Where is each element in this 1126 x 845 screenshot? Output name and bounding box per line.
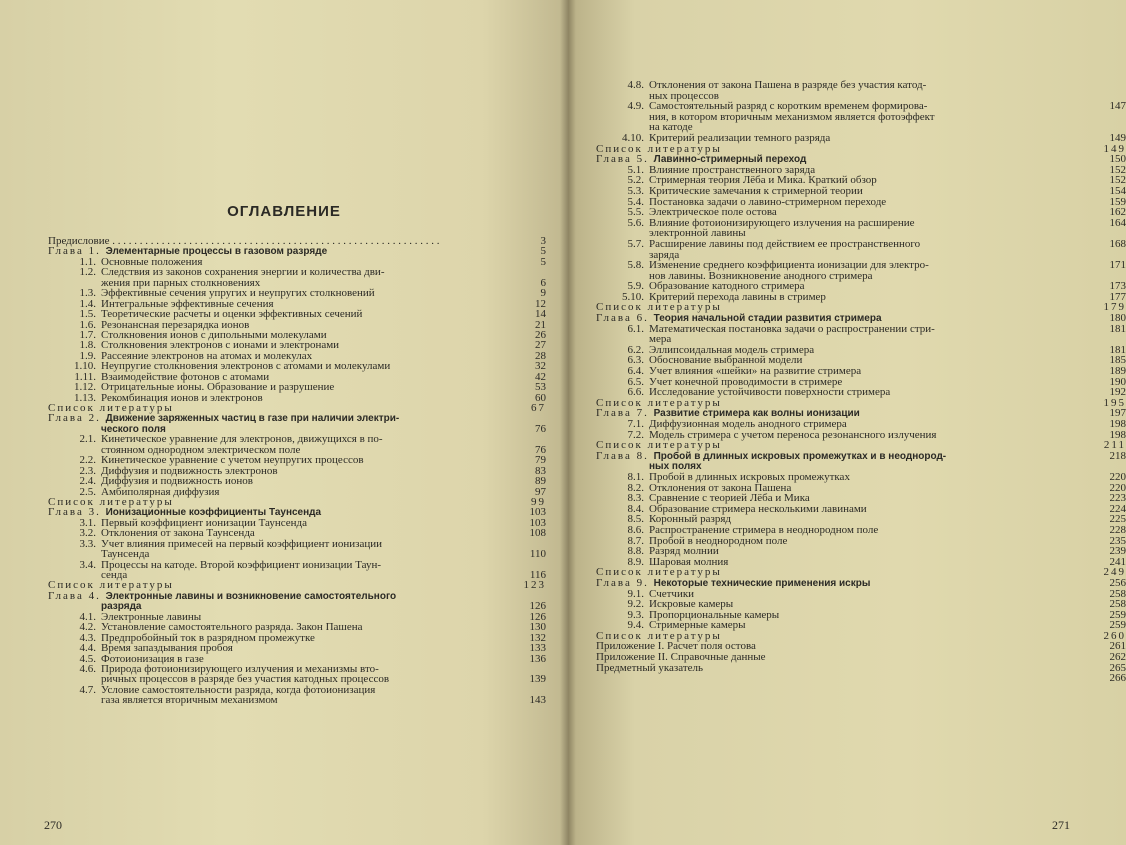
toc-entry xyxy=(596,396,1126,409)
entry-title: Предисловие . . . . . . . . . . . . . . . . . . . . . . . . . . . . . . . . . . . . . . . . . . . . . . . . . . . . . . . . . . . . xyxy=(48,235,440,247)
entry-page: 162 xyxy=(1109,206,1126,219)
entry-page: 110 xyxy=(529,548,546,561)
entry-page: 89 xyxy=(535,475,546,488)
entry-page: 143 xyxy=(529,694,546,707)
entry-page: 133 xyxy=(529,642,546,655)
entry-title: ных процессов xyxy=(649,89,719,102)
entry-page: 220 xyxy=(1109,470,1126,483)
entry-title: Диффузия и подвижность электронов xyxy=(101,464,278,477)
chapter-title: Некоторые технические применения искры xyxy=(653,577,871,589)
section-number: 8.7. xyxy=(627,534,644,547)
entry-page: 259 xyxy=(1109,608,1126,621)
entry-page: 103 xyxy=(529,516,546,529)
section-number: 5.4. xyxy=(627,195,644,208)
entry-page: 79 xyxy=(535,454,546,467)
book-gutter xyxy=(560,0,576,845)
entry-page: 241 xyxy=(1109,555,1126,568)
entry-page: 149 xyxy=(1109,131,1126,144)
section-number: 1.3. xyxy=(79,287,96,300)
section-number: 1.13. xyxy=(74,391,96,404)
references-label: Список литературы xyxy=(596,439,722,452)
entry-page: 266 xyxy=(1109,672,1126,685)
entry-page: 152 xyxy=(1109,174,1126,187)
chapter-label: Глава 8. xyxy=(596,449,654,462)
section-number: 5.8. xyxy=(627,259,644,272)
entry-title: Электронные лавины xyxy=(101,610,202,623)
toc-entry xyxy=(48,402,546,414)
section-number: 1.1. xyxy=(79,255,96,268)
entry-page: 67 xyxy=(531,402,546,414)
section-number: 8.9. xyxy=(627,555,644,568)
toc-list-left xyxy=(48,235,546,707)
entry-title: Постановка задачи о лавино-стримерном переходе xyxy=(649,195,887,208)
entry-page: 76 xyxy=(535,422,546,435)
entry-page: 97 xyxy=(535,485,546,498)
entry-title: Первый коэффициент ионизации Таунсенда xyxy=(101,516,308,529)
section-number: 2.2. xyxy=(79,454,96,467)
entry-page: 261 xyxy=(1109,640,1126,653)
chapter-title: разряда xyxy=(101,601,142,613)
entry-title: Взаимодействие фотонов с атомами xyxy=(101,370,270,383)
entry-title: Расширение лавины под действием ее пространственного xyxy=(649,237,921,250)
entry-title: Следствия из законов сохранения энергии и количества дви- xyxy=(101,266,385,279)
section-number: 9.2. xyxy=(627,598,644,611)
entry-page: 159 xyxy=(1109,195,1126,208)
entry-title: Стримерные камеры xyxy=(649,619,746,632)
entry-page: 211 xyxy=(1103,439,1126,452)
chapter-title: Движение заряженных частиц в газе при наличии электри- xyxy=(105,413,400,425)
entry-page: 259 xyxy=(1109,619,1126,632)
entry-page: 116 xyxy=(529,569,546,581)
entry-page: 239 xyxy=(1109,545,1126,558)
chapter-title: Электронные лавины и возникновение самостоятельного xyxy=(105,590,397,602)
entry-title: Теоретические расчеты и оценки эффективных сечений xyxy=(101,308,363,321)
entry-page: 6 xyxy=(540,276,546,289)
entry-page: 5 xyxy=(540,255,546,268)
toc-entry xyxy=(596,142,1126,155)
entry-page: 136 xyxy=(529,652,546,665)
entry-title: Отклонения от закона Таунсенда xyxy=(101,527,255,540)
entry-title: Кинетическое уравнение для электронов, движущихся в по- xyxy=(101,433,383,446)
section-number: 3.3. xyxy=(79,537,96,550)
entry-title: Кинетическое уравнение с учетом неупругих процессов xyxy=(101,454,364,467)
section-number: 1.6. xyxy=(79,318,96,331)
entry-page: 189 xyxy=(1109,365,1126,378)
entry-page: 256 xyxy=(1109,576,1126,589)
section-number: 9.1. xyxy=(627,587,644,600)
entry-page: 220 xyxy=(1109,481,1126,494)
entry-page: 171 xyxy=(1109,259,1126,272)
chapter-label: Глава 9. xyxy=(596,576,654,589)
section-number: 5.7. xyxy=(627,237,644,250)
entry-title: нов лавины. Возникновение анодного стримера xyxy=(649,269,873,282)
entry-page: 262 xyxy=(1109,651,1126,664)
references-label: Список литературы xyxy=(48,495,174,508)
entry-page: 179 xyxy=(1103,301,1126,314)
entry-title: мера xyxy=(649,333,672,346)
entry-title: Неупругие столкновения электронов с атомами и молекулами xyxy=(101,360,391,373)
section-number: 6.4. xyxy=(627,365,644,378)
entry-page: 249 xyxy=(1103,566,1126,579)
chapter-title: ческого поля xyxy=(101,423,166,435)
chapter-label: Глава 3. xyxy=(48,506,106,519)
entry-page: 218 xyxy=(1109,449,1126,462)
entry-page: 108 xyxy=(529,527,546,540)
section-number: 4.9. xyxy=(627,100,644,113)
entry-title: Столкновения электронов с ионами и электронами xyxy=(101,339,340,352)
chapter-title: Пробой в длинных искровых промежутках и в неоднород- xyxy=(653,450,947,462)
entry-page: 123 xyxy=(523,579,546,592)
section-number: 6.2. xyxy=(627,343,644,356)
entry-title: Отклонения от закона Пашена xyxy=(649,481,792,494)
entry-page: 180 xyxy=(1109,312,1126,325)
toc-entry xyxy=(48,495,546,508)
entry-title: Столкновения ионов с дипольными молекулами xyxy=(101,328,327,341)
entry-page: 130 xyxy=(529,621,546,634)
chapter-title: Лавинно-стримерный переход xyxy=(653,154,807,166)
entry-page: 197 xyxy=(1109,407,1126,420)
entry-page: 126 xyxy=(529,600,546,613)
entry-title: Электрическое поле остова xyxy=(649,206,777,219)
entry-title: Модель стримера с учетом переноса резонансного излучения xyxy=(649,428,937,441)
section-number: 3.4. xyxy=(79,558,96,571)
section-number: 4.1. xyxy=(79,610,96,623)
entry-page: 32 xyxy=(535,360,546,373)
entry-title: газа является вторичным механизмом xyxy=(101,694,278,707)
section-number: 1.10. xyxy=(74,360,96,373)
entry-title: ния, в котором вторичным механизмом является фотоэффект xyxy=(649,110,935,123)
entry-page: 83 xyxy=(535,464,546,477)
entry-page: 168 xyxy=(1109,237,1126,250)
entry-page: 164 xyxy=(1109,216,1126,229)
references-label: Список литературы xyxy=(596,301,722,314)
section-number: 9.4. xyxy=(627,619,644,632)
entry-page: 42 xyxy=(535,370,546,383)
section-number: 2.5. xyxy=(79,485,96,498)
entry-page: 228 xyxy=(1109,523,1126,536)
section-number: 8.5. xyxy=(627,513,644,526)
entry-title: Таунсенда xyxy=(101,548,150,561)
entry-page: 195 xyxy=(1103,396,1126,409)
entry-page: 76 xyxy=(535,443,546,456)
chapter-label: Глава 5. xyxy=(596,153,654,166)
entry-title: Условие самостоятельности разряда, когда фотоионизация xyxy=(101,683,376,696)
toc-entry xyxy=(596,672,1126,685)
toc-entry xyxy=(48,591,500,601)
chapter-title: Элементарные процессы в газовом разряде xyxy=(105,246,328,258)
entry-page: 258 xyxy=(1109,587,1126,600)
section-number: 9.3. xyxy=(627,608,644,621)
entry-title: Амбиполярная диффузия xyxy=(101,485,220,498)
chapter-title: ных полях xyxy=(649,461,702,473)
section-number: 5.2. xyxy=(627,174,644,187)
section-number: 1.4. xyxy=(79,297,96,310)
page-number-left: 270 xyxy=(44,818,62,832)
entry-title: Шаровая молния xyxy=(649,555,729,568)
section-number: 5.3. xyxy=(627,184,644,197)
entry-page: 126 xyxy=(529,610,546,623)
entry-page: 139 xyxy=(529,673,546,686)
section-number: 2.4. xyxy=(79,475,96,488)
entry-title: Пропорциональные камеры xyxy=(649,608,780,621)
section-number: 2.1. xyxy=(79,433,96,446)
entry-title: Счетчики xyxy=(649,587,695,600)
entry-page: 14 xyxy=(535,308,546,321)
entry-title: Рекомбинация ионов и электронов xyxy=(101,391,263,404)
entry-page: 150 xyxy=(1109,153,1126,166)
entry-title: Природа фотоионизирующего излучения и механизмы вто- xyxy=(101,662,379,675)
entry-page: 225 xyxy=(1109,513,1126,526)
section-number: 8.6. xyxy=(627,523,644,536)
entry-page: 185 xyxy=(1109,354,1126,367)
entry-title: Пробой в длинных искровых промежутках xyxy=(649,470,850,483)
entry-page: 132 xyxy=(529,631,546,644)
entry-title: Предметный указатель xyxy=(596,661,704,674)
entry-title: Разряд молнии xyxy=(649,545,719,558)
entry-title: Резонансная перезарядка ионов xyxy=(101,318,250,331)
section-number: 3.2. xyxy=(79,527,96,540)
entry-title: Установление самостоятельного разряда. Закон Пашена xyxy=(101,621,363,634)
entry-page: 12 xyxy=(535,297,546,310)
section-number: 1.5. xyxy=(79,308,96,321)
chapter-label: Глава 7. xyxy=(596,407,654,420)
entry-title: Изменение среднего коэффициента ионизации для электро- xyxy=(649,259,929,272)
entry-page: 28 xyxy=(535,349,546,362)
entry-title: Стримерная теория Лёба и Мика. Краткий обзор xyxy=(649,174,877,187)
entry-page: 177 xyxy=(1109,290,1126,303)
section-number: 8.3. xyxy=(627,492,644,505)
entry-page: 154 xyxy=(1109,184,1126,197)
entry-title: Математическая постановка задачи о распространении стри- xyxy=(649,322,935,335)
entry-page: 3 xyxy=(540,235,546,247)
entry-page: 198 xyxy=(1109,418,1126,430)
section-number: 4.7. xyxy=(79,683,96,696)
entry-title: Приложение II. Справочные данные xyxy=(596,651,766,664)
section-number: 1.12. xyxy=(74,381,96,394)
section-number: 6.3. xyxy=(627,354,644,367)
chapter-title: Развитие стримера как волны ионизации xyxy=(653,408,860,420)
entry-title: на катоде xyxy=(649,121,693,134)
section-number: 8.8. xyxy=(627,545,644,558)
entry-page: 260 xyxy=(1103,629,1126,642)
entry-title: сенда xyxy=(101,569,128,581)
section-number: 4.8. xyxy=(627,79,644,91)
entry-page: 265 xyxy=(1109,661,1126,674)
entry-title: Время запаздывания пробоя xyxy=(101,642,233,655)
section-number: 7.2. xyxy=(627,428,644,441)
entry-title: заряда xyxy=(649,248,680,261)
entry-page: 198 xyxy=(1109,428,1126,441)
entry-title: Эффективные сечения упругих и неупругих столкновений xyxy=(101,287,375,300)
section-number: 6.1. xyxy=(627,322,644,335)
right-page xyxy=(568,0,1126,845)
entry-title: Эллипсоидальная модель стримера xyxy=(649,343,815,356)
section-number: 7.1. xyxy=(627,418,644,430)
page-number-right: 271 xyxy=(1052,818,1070,832)
section-number: 5.10. xyxy=(622,290,644,303)
section-number: 8.1. xyxy=(627,470,644,483)
entry-page: 235 xyxy=(1109,534,1126,547)
entry-title: Влияние пространственного заряда xyxy=(649,163,816,176)
entry-title: Образование катодного стримера xyxy=(649,280,805,293)
section-number: 1.7. xyxy=(79,328,96,341)
entry-title: Коронный разряд xyxy=(649,513,731,526)
entry-title: Распространение стримера в неоднородном поле xyxy=(649,523,879,536)
entry-page: 9 xyxy=(540,287,546,300)
entry-title: Интегральные эффективные сечения xyxy=(101,297,274,310)
entry-title: жения при парных столкновениях xyxy=(101,276,261,289)
references-label: Список литературы xyxy=(596,566,722,579)
entry-title: Образование стримера несколькими лавинами xyxy=(649,502,867,515)
references-label: Список литературы xyxy=(596,629,722,642)
entry-page: 103 xyxy=(529,506,546,519)
section-number: 8.2. xyxy=(627,481,644,494)
section-number: 6.6. xyxy=(627,386,644,399)
entry-page: 223 xyxy=(1109,492,1126,505)
section-number: 5.5. xyxy=(627,206,644,219)
entry-page: 224 xyxy=(1109,502,1126,515)
entry-title: Критерий перехода лавины в стример xyxy=(649,290,826,303)
section-number: 5.1. xyxy=(627,163,644,176)
toc-entry xyxy=(48,579,546,592)
section-number: 1.8. xyxy=(79,339,96,352)
references-label: Список литературы xyxy=(48,579,174,592)
entry-title: Учет конечной проводимости в стримере xyxy=(649,375,843,388)
entry-title: Диффузия и подвижность ионов xyxy=(101,475,253,488)
entry-title: Учет влияния «шейки» на развитие стримера xyxy=(649,365,862,378)
entry-title: Отрицательные ионы. Образование и разрушение xyxy=(101,381,335,394)
entry-page: 53 xyxy=(535,381,546,394)
entry-page: 258 xyxy=(1109,598,1126,611)
section-number: 4.3. xyxy=(79,631,96,644)
toc-title: ОГЛАВЛЕНИЕ xyxy=(227,203,341,220)
toc-entry xyxy=(596,449,1126,462)
chapter-title: Ионизационные коэффициенты Таунсенда xyxy=(105,507,322,519)
chapter-title: Теория начальной стадии развития стримера xyxy=(653,313,882,325)
entry-page: 27 xyxy=(535,339,546,352)
entry-title: Обоснование выбранной модели xyxy=(649,354,803,367)
section-number: 4.4. xyxy=(79,642,96,655)
entry-title: Диффузионная модель анодного стримера xyxy=(649,418,847,430)
section-number: 5.9. xyxy=(627,280,644,293)
section-number: 1.2. xyxy=(79,266,96,279)
entry-title: Приложение I. Расчет поля остова xyxy=(596,640,756,653)
references-label: Список литературы xyxy=(596,142,722,155)
entry-title: Процессы на катоде. Второй коэффициент ионизации Таун- xyxy=(101,558,382,571)
entry-title: Самостоятельный разряд с коротким временем формирова- xyxy=(649,100,928,113)
entry-title: Предпробойный ток в разрядном промежутке xyxy=(101,631,315,644)
entry-title: стоянном однородном электрическом поле xyxy=(101,443,301,456)
entry-title: ричных процессов в разряде без участия катодных процессов xyxy=(101,673,390,686)
entry-title: электронной лавины xyxy=(649,227,746,240)
entry-page: 5 xyxy=(540,245,546,258)
section-number: 2.3. xyxy=(79,464,96,477)
section-number: 4.5. xyxy=(79,652,96,665)
entry-title: Влияние фотоионизирующего излучения на расширение xyxy=(649,216,915,229)
entry-title: Отклонения от закона Пашена в разряде без участия катод- xyxy=(649,79,927,91)
chapter-label: Глава 6. xyxy=(596,312,654,325)
toc-entry xyxy=(596,566,1126,579)
chapter-label: Глава 2. xyxy=(48,412,106,425)
section-number: 6.5. xyxy=(627,375,644,388)
entry-page: 149 xyxy=(1103,142,1126,155)
section-number: 1.11. xyxy=(74,370,96,383)
toc-entry xyxy=(48,235,546,247)
entry-page: 26 xyxy=(535,328,546,341)
entry-page: 181 xyxy=(1109,322,1126,335)
entry-page: 192 xyxy=(1109,386,1126,399)
toc-entry xyxy=(596,661,1126,674)
entry-page: 60 xyxy=(535,391,546,404)
entry-page: 181 xyxy=(1109,343,1126,356)
entry-title: Учет влияния примесей на первый коэффициент ионизации xyxy=(101,537,383,550)
entry-title: Критерий реализации темного разряда xyxy=(649,131,831,144)
toc-entry xyxy=(596,439,1126,452)
toc-entry xyxy=(48,694,546,707)
section-number: 4.6. xyxy=(79,662,96,675)
entry-page: 21 xyxy=(535,318,546,331)
entry-title: Основные положения xyxy=(101,255,203,268)
section-number: 1.9. xyxy=(79,349,96,362)
chapter-label: Глава 1. xyxy=(48,245,106,258)
entry-page: 99 xyxy=(531,495,546,508)
entry-title: Рассеяние электронов на атомах и молекулах xyxy=(101,349,313,362)
section-number: 8.4. xyxy=(627,502,644,515)
entry-page: 152 xyxy=(1109,163,1126,176)
section-number: 5.6. xyxy=(627,216,644,229)
toc-entry xyxy=(48,413,500,423)
toc-entry xyxy=(596,301,1126,314)
chapter-label: Глава 4. xyxy=(48,589,106,602)
entry-title: Пробой в неоднородном поле xyxy=(649,534,788,547)
entry-title: Искровые камеры xyxy=(649,598,734,611)
entry-title: Критические замечания к стримерной теории xyxy=(649,184,863,197)
entry-page: 190 xyxy=(1109,375,1126,388)
entry-title: Исследование устойчивости поверхности стримера xyxy=(649,386,891,399)
references-label: Список литературы xyxy=(596,396,722,409)
entry-page: 147 xyxy=(1109,100,1126,113)
references-label: Список литературы xyxy=(48,402,174,414)
toc-list-right xyxy=(596,79,1126,685)
entry-page: 173 xyxy=(1109,280,1126,293)
section-number: 4.2. xyxy=(79,621,96,634)
section-number: 4.10. xyxy=(622,131,644,144)
entry-title: Фотоионизация в газе xyxy=(101,652,204,665)
section-number: 3.1. xyxy=(79,516,96,529)
entry-title: Сравнение с теорией Лёба и Мика xyxy=(649,492,810,505)
